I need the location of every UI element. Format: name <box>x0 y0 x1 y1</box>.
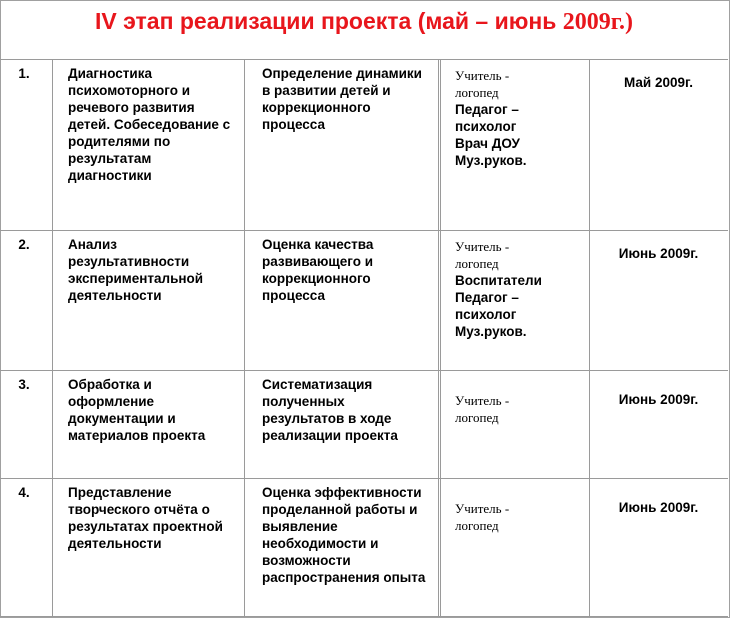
activity-cell: Диагностика психомоторного и речевого развития детей. Собеседование с родителями по результатам диагностики <box>68 66 231 183</box>
table-column-divider <box>440 59 441 616</box>
responsible-cell <box>455 392 585 426</box>
responsible-person: логопед <box>455 518 499 533</box>
row-number: 4. <box>18 485 30 500</box>
responsible-person: Воспитатели <box>455 273 542 288</box>
responsible-person: Врач ДОУ <box>455 136 520 151</box>
responsible-person: логопед <box>455 256 499 271</box>
table-row-divider <box>0 370 728 371</box>
responsible-cell <box>455 238 585 340</box>
table-row-divider <box>0 616 728 617</box>
responsible-person: психолог <box>455 307 517 322</box>
row-number: 3. <box>18 377 30 392</box>
title-year: 2009г.) <box>562 9 633 35</box>
responsible-person: Педагог – <box>455 290 519 305</box>
activity-cell: Представление творческого отчёта о результатах проектной деятельности <box>68 485 223 551</box>
responsible-person: Учитель - <box>455 239 510 254</box>
table-column-divider <box>244 59 245 616</box>
responsible-cell <box>455 500 585 534</box>
responsible-person: Учитель - <box>455 501 510 516</box>
responsible-person: Муз.руков. <box>455 153 527 168</box>
responsible-cell <box>455 67 585 169</box>
table-column-divider <box>438 59 439 616</box>
table-column-divider <box>589 59 590 616</box>
date-cell: Июнь 2009г. <box>618 246 699 261</box>
table-row-divider <box>0 230 728 231</box>
responsible-person: Учитель - <box>455 393 510 408</box>
responsible-person: психолог <box>455 119 517 134</box>
row-number: 1. <box>18 66 30 81</box>
goal-cell: Оценка эффективности проделанной работы и выявление необходимости и возможности распространения опыта <box>262 485 426 585</box>
responsible-person: Педагог – <box>455 102 519 117</box>
table-column-divider <box>52 59 53 616</box>
activity-cell: Обработка и оформление документации и материалов проекта <box>68 377 206 443</box>
goal-cell: Оценка качества развивающего и коррекционного процесса <box>262 237 374 303</box>
table-row-divider <box>0 59 728 60</box>
date-cell: Июнь 2009г. <box>618 392 699 407</box>
responsible-person: Муз.руков. <box>455 324 527 339</box>
activity-cell: Анализ результативности экспериментальной деятельности <box>68 237 204 303</box>
table-row-divider <box>0 478 728 479</box>
row-number: 2. <box>18 237 30 252</box>
page-title <box>0 8 728 36</box>
goal-cell: Систематизация полученных результатов в ходе реализации проекта <box>262 377 398 443</box>
responsible-person: логопед <box>455 85 499 100</box>
goal-cell: Определение динамики в развитии детей и коррекционного процесса <box>262 66 422 132</box>
date-cell: Май 2009г. <box>623 75 694 90</box>
responsible-person: Учитель - <box>455 68 510 83</box>
responsible-person: логопед <box>455 410 499 425</box>
title-main: IV этап реализации проекта (май – июнь <box>95 8 563 34</box>
date-cell: Июнь 2009г. <box>618 500 699 515</box>
